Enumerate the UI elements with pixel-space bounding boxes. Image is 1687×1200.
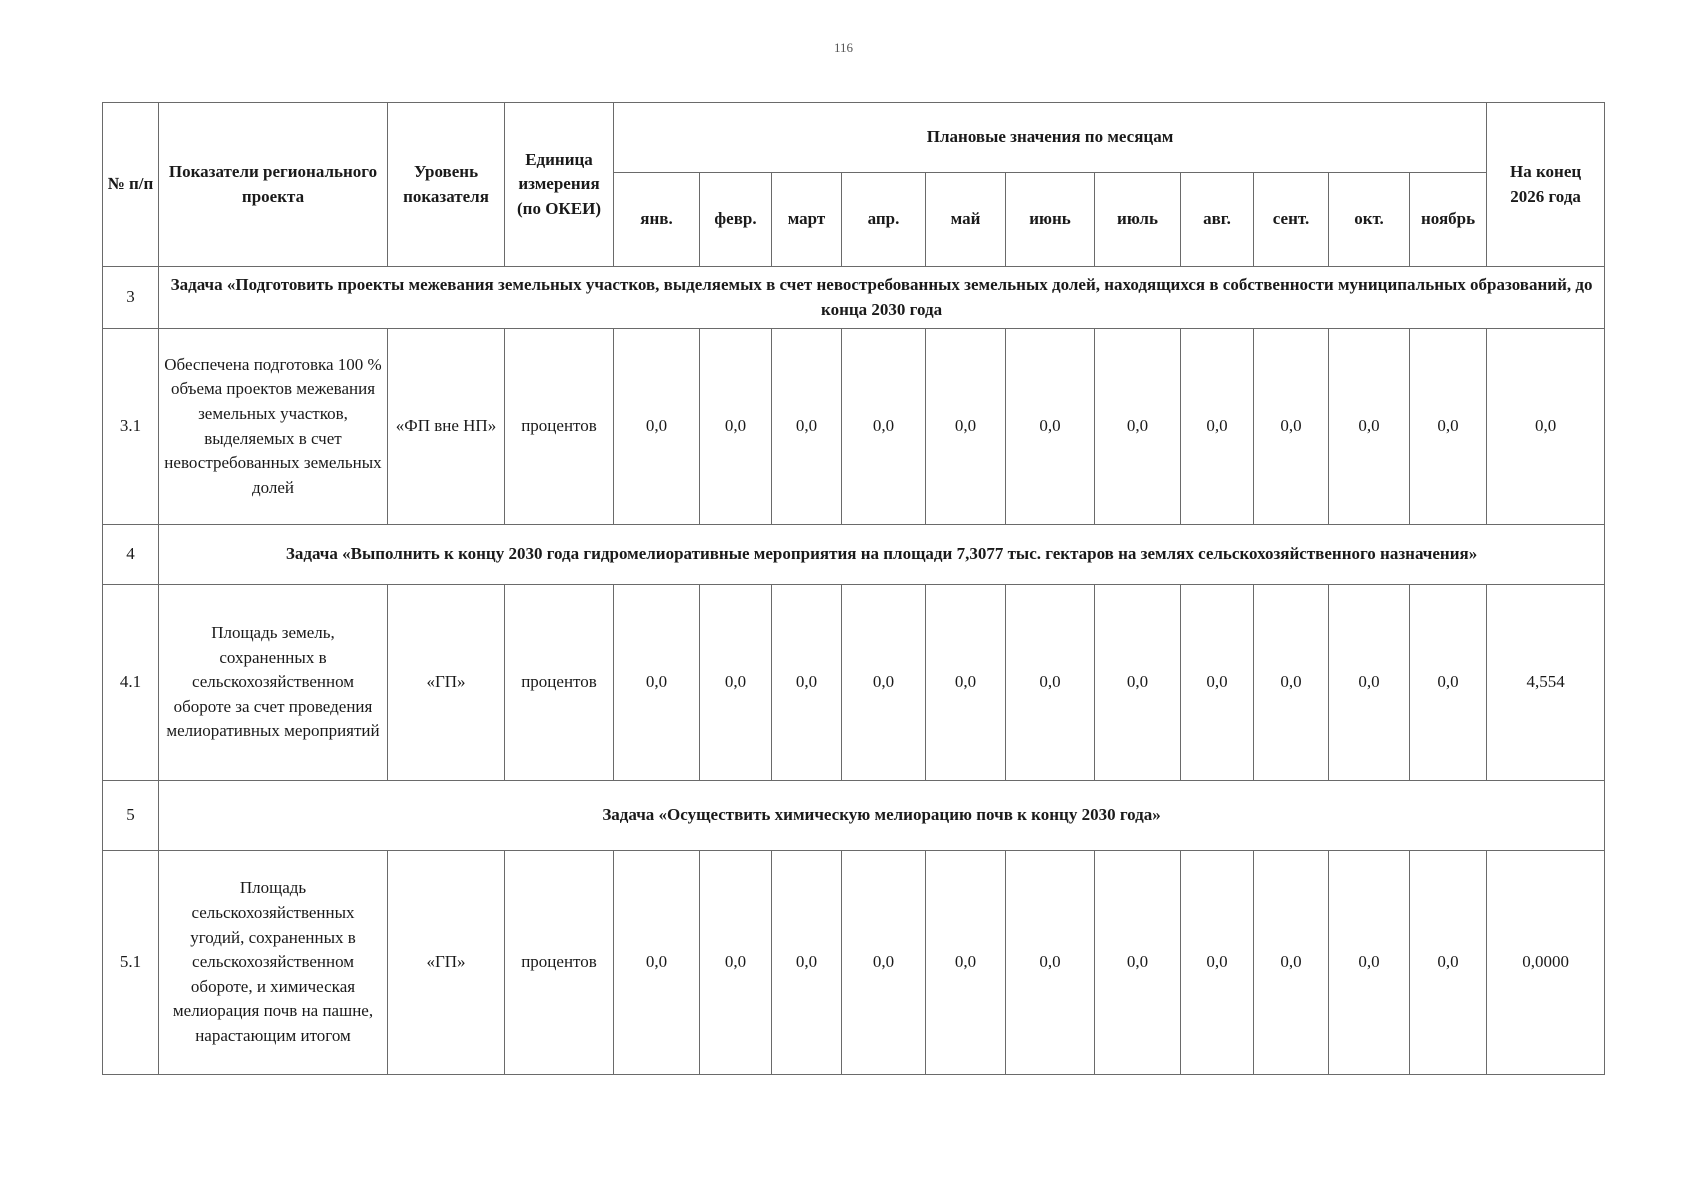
indicator-level: «ФП вне НП»	[388, 329, 505, 525]
month-value: 0,0	[1181, 329, 1254, 525]
month-value: 0,0	[772, 585, 842, 781]
header-month: сент.	[1254, 173, 1329, 267]
month-value: 0,0	[1329, 329, 1410, 525]
month-value: 0,0	[1329, 851, 1410, 1075]
end-value: 0,0	[1487, 329, 1605, 525]
month-value: 0,0	[1006, 585, 1095, 781]
indicator-name: Площадь земель, сохраненных в сельскохозяйственном обороте за счет проведения мелиоративных мероприятий	[159, 585, 388, 781]
indicator-row	[103, 329, 1605, 525]
month-value: 0,0	[1095, 851, 1181, 1075]
indicator-unit: процентов	[505, 329, 614, 525]
page-number: 116	[833, 40, 854, 55]
row-num: 5.1	[103, 851, 159, 1075]
header-month: май	[926, 173, 1006, 267]
row-num: 3.1	[103, 329, 159, 525]
header-month: окт.	[1329, 173, 1410, 267]
indicator-unit: процентов	[505, 585, 614, 781]
header-unit: Единица измерения (по ОКЕИ)	[505, 103, 614, 267]
indicators-table	[102, 102, 1605, 1075]
task-row	[103, 525, 1605, 585]
month-value: 0,0	[842, 329, 926, 525]
end-value: 4,554	[1487, 585, 1605, 781]
indicator-name: Обеспечена подготовка 100 % объема проектов межевания земельных участков, выделяемых в счет невостребованных земельных долей	[159, 329, 388, 525]
task-row	[103, 781, 1605, 851]
header-month: июнь	[1006, 173, 1095, 267]
header-level: Уровень показателя	[388, 103, 505, 267]
row-num: 4.1	[103, 585, 159, 781]
month-value: 0,0	[614, 585, 700, 781]
month-value: 0,0	[1006, 851, 1095, 1075]
month-value: 0,0	[614, 329, 700, 525]
task-title: Задача «Подготовить проекты межевания земельных участков, выделяемых в счет невостребованных земельных долей, находящихся в собственности муниципальных образований, до конца 2030 года	[159, 267, 1605, 329]
month-value: 0,0	[926, 585, 1006, 781]
month-value: 0,0	[1181, 851, 1254, 1075]
indicator-name: Площадь сельскохозяйственных угодий, сохраненных в сельскохозяйственном обороте, и химическая мелиорация почв на пашне, нарастающим итогом	[159, 851, 388, 1075]
indicator-row	[103, 585, 1605, 781]
month-value: 0,0	[1410, 329, 1487, 525]
header-month: февр.	[700, 173, 772, 267]
month-value: 0,0	[1181, 585, 1254, 781]
month-value: 0,0	[1254, 585, 1329, 781]
header-planned: Плановые значения по месяцам	[614, 103, 1487, 173]
month-value: 0,0	[926, 329, 1006, 525]
header-month: ноябрь	[1410, 173, 1487, 267]
indicator-row	[103, 851, 1605, 1075]
month-value: 0,0	[614, 851, 700, 1075]
header-month: апр.	[842, 173, 926, 267]
header-month: авг.	[1181, 173, 1254, 267]
task-num: 5	[103, 781, 159, 851]
month-value: 0,0	[772, 851, 842, 1075]
month-value: 0,0	[772, 329, 842, 525]
month-value: 0,0	[1254, 329, 1329, 525]
task-num: 4	[103, 525, 159, 585]
month-value: 0,0	[1410, 585, 1487, 781]
header-row-1	[103, 103, 1605, 173]
indicator-level: «ГП»	[388, 851, 505, 1075]
month-value: 0,0	[1254, 851, 1329, 1075]
header-indicator: Показатели регионального проекта	[159, 103, 388, 267]
task-title: Задача «Выполнить к концу 2030 года гидромелиоративные мероприятия на площади 7,3077 тыс. гектаров на землях сельскохозяйственного назначения»	[159, 525, 1605, 585]
task-num: 3	[103, 267, 159, 329]
month-value: 0,0	[926, 851, 1006, 1075]
indicator-unit: процентов	[505, 851, 614, 1075]
header-num: № п/п	[103, 103, 159, 267]
month-value: 0,0	[1095, 329, 1181, 525]
month-value: 0,0	[842, 851, 926, 1075]
task-row	[103, 267, 1605, 329]
month-value: 0,0	[842, 585, 926, 781]
indicator-level: «ГП»	[388, 585, 505, 781]
end-value: 0,0000	[1487, 851, 1605, 1075]
month-value: 0,0	[1410, 851, 1487, 1075]
month-value: 0,0	[700, 329, 772, 525]
month-value: 0,0	[1006, 329, 1095, 525]
header-month: март	[772, 173, 842, 267]
month-value: 0,0	[700, 851, 772, 1075]
task-title: Задача «Осуществить химическую мелиорацию почв к концу 2030 года»	[159, 781, 1605, 851]
month-value: 0,0	[1329, 585, 1410, 781]
header-month: июль	[1095, 173, 1181, 267]
month-value: 0,0	[1095, 585, 1181, 781]
month-value: 0,0	[700, 585, 772, 781]
header-month: янв.	[614, 173, 700, 267]
header-end: На конец 2026 года	[1487, 103, 1605, 267]
